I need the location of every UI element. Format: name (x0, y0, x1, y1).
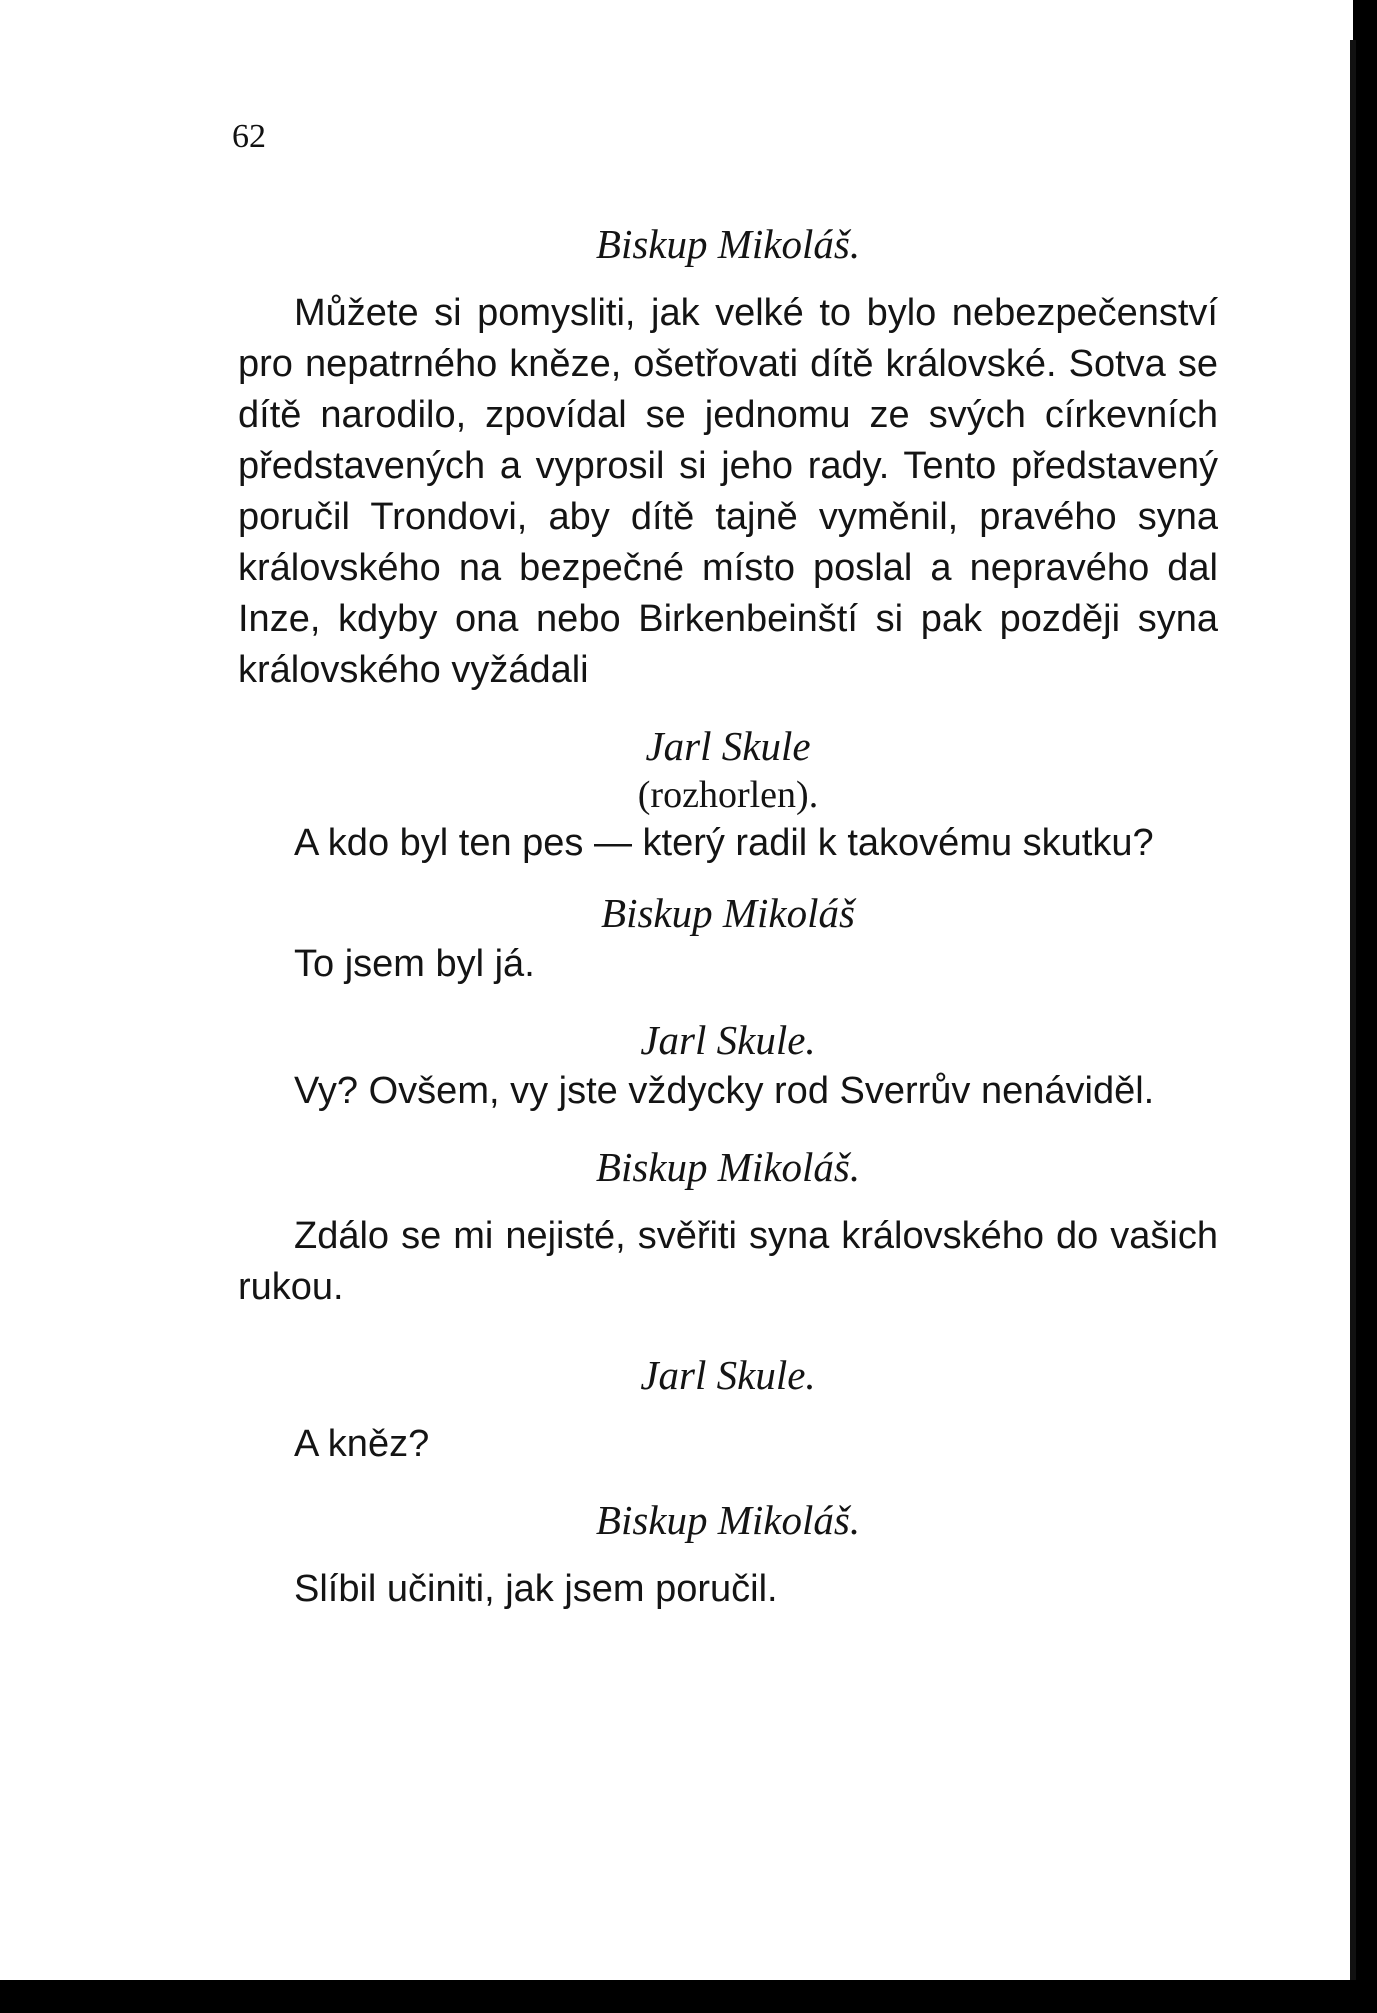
dialogue-paragraph: A kněz? (294, 1423, 430, 1465)
dialogue-paragraph: Můžete si pomysliti, jak velké to bylo nebezpečenství pro nepatrného kněze, ošetřovati dítě královské. Sotva se dítě narodilo, zpovídal se jednomu ze svých církevních představených a vyprosil si jeho rady. Tento představený poručil Trondovi, aby dítě tajně vyměnil, pravého syna královského na bezpečné místo poslal a nepravého dal Inze, kdyby ona nebo Birkenbeinští si pak později syna královského vyžádali (238, 292, 1218, 691)
speaker-heading: Jarl Skule (645, 723, 811, 769)
page-text (238, 218, 1218, 1615)
dialogue-paragraph: Slíbil učiniti, jak jsem poručil. (294, 1568, 778, 1610)
dialogue-paragraph: To jsem byl já. (294, 943, 535, 985)
dialogue-paragraph: A kdo byl ten pes — který radil k takovému skutku? (294, 822, 1154, 864)
page-number: 62 (232, 118, 266, 155)
dialogue-paragraph: Zdálo se mi nejisté, svěřiti syna královského do vašich rukou. (238, 1215, 1218, 1308)
page-edge-shadow (1350, 40, 1356, 1980)
speaker-heading: Biskup Mikoláš. (595, 1144, 861, 1190)
speaker-heading: Biskup Mikoláš. (595, 1497, 861, 1543)
speaker-heading: Biskup Mikoláš (601, 890, 855, 936)
stage-direction: (rozhorlen). (637, 774, 819, 816)
speaker-heading: Biskup Mikoláš. (595, 221, 861, 267)
speaker-heading: Jarl Skule. (640, 1017, 816, 1063)
dialogue-paragraph: Vy? Ovšem, vy jste vždycky rod Sverrův nenáviděl. (294, 1070, 1155, 1112)
speaker-heading: Jarl Skule. (640, 1352, 816, 1398)
